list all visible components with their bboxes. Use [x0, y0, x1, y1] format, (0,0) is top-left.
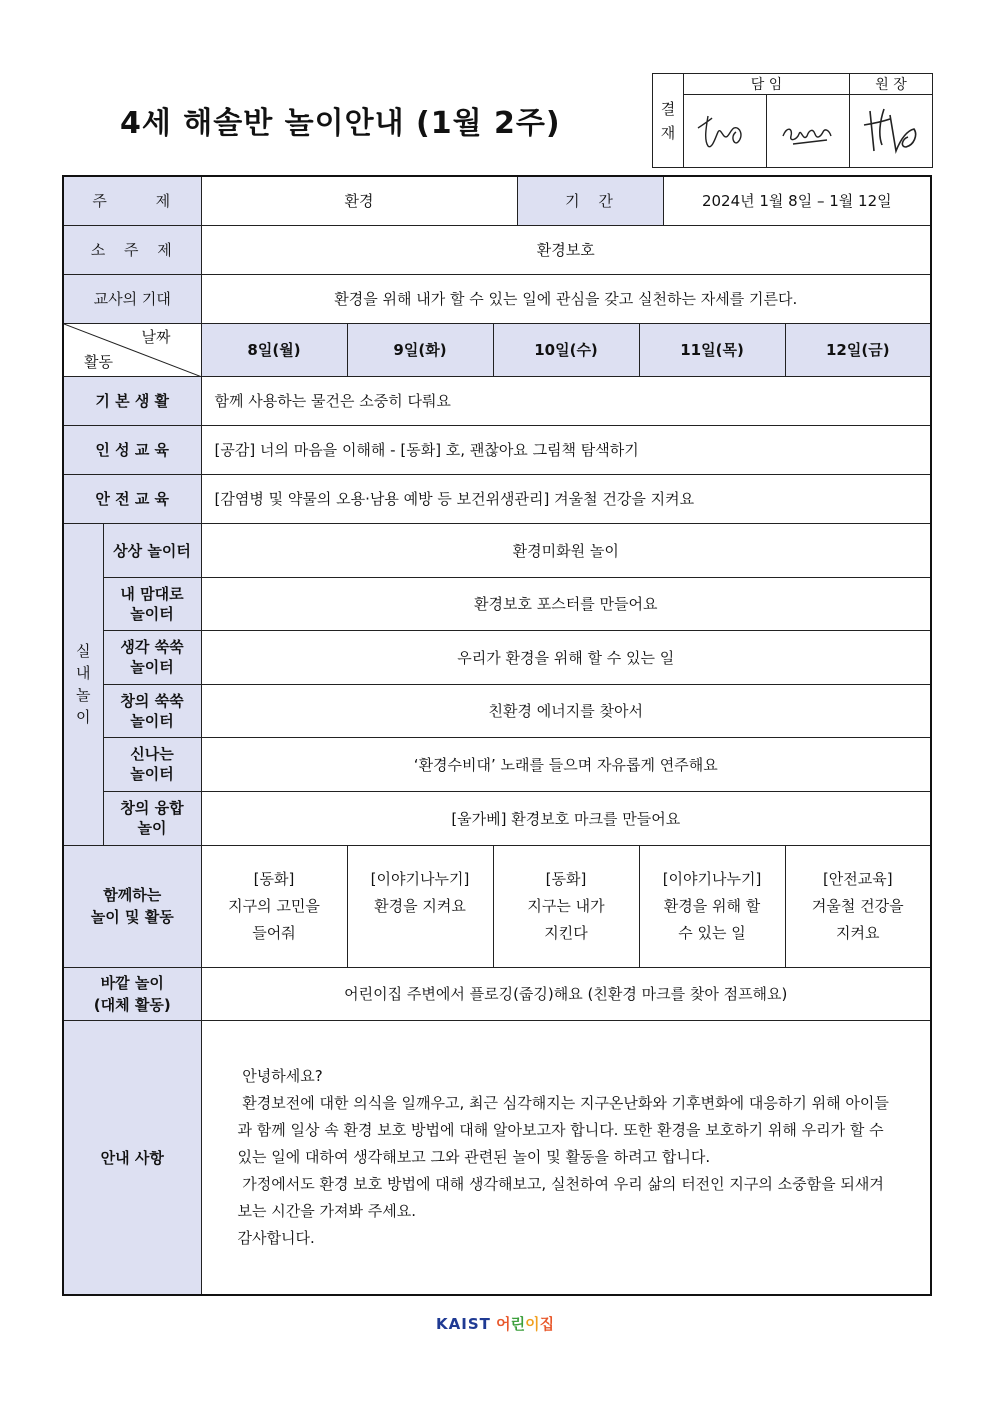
indoor-char-2: 내	[76, 664, 91, 682]
together-cell-4	[639, 845, 785, 967]
day-4: 11일(목)	[639, 323, 785, 376]
basic-life-label: 기 본 생 활	[63, 376, 201, 425]
indoor-row-label-4-b: 놀이터	[130, 711, 174, 730]
character-edu-label: 인 성 교 육	[63, 425, 201, 474]
day-3: 10일(수)	[493, 323, 639, 376]
approval-side-label	[653, 74, 684, 168]
notice-label: 안내 사항	[63, 1020, 201, 1295]
page-title: 4세 해솔반 놀이안내 (1월 2주)	[120, 106, 561, 141]
subtopic-value: 환경보호	[201, 225, 931, 274]
date-activity-header	[63, 323, 201, 376]
signature-1	[684, 95, 767, 168]
director-label: 원 장	[850, 74, 933, 95]
character-edu-value: [공감] 너의 마음을 이해해 - [동화] 호, 괜찮아요 그림책 탐색하기	[201, 425, 931, 474]
indoor-row-label-6-b: 놀이	[137, 819, 167, 837]
kaist-daycare-logo	[436, 1313, 554, 1334]
together-cell-2-b: 환경을 지켜요	[374, 896, 466, 915]
basic-life-value: 함께 사용하는 물건은 소중히 다뤄요	[201, 376, 931, 425]
notice-line-1: 안녕하세요?	[237, 1066, 323, 1085]
indoor-row-label-2-b: 놀이터	[130, 604, 174, 623]
notice-body	[201, 1020, 931, 1295]
indoor-char-4: 이	[76, 708, 91, 726]
together-cell-2-a: [이야기나누기]	[370, 869, 470, 888]
indoor-row-label-5-a: 신나는	[130, 745, 174, 763]
topic-label: 주 제	[63, 176, 201, 225]
expectation-value: 환경을 위해 내가 할 수 있는 일에 관심을 갖고 실천하는 자세를 기른다.	[201, 274, 931, 323]
together-cell-3-c: 지킨다	[544, 923, 588, 942]
together-cell-1	[201, 845, 347, 967]
outdoor-label	[63, 967, 201, 1020]
indoor-row-label-3-b: 놀이터	[130, 658, 174, 676]
together-cell-5-a: [안전교육]	[822, 869, 893, 888]
indoor-row-label-3-a: 생각 쑥쑥	[120, 638, 184, 656]
outdoor-value: 어린이집 주변에서 플로깅(줍깅)해요 (친환경 마크를 찾아 점프해요)	[201, 967, 931, 1020]
subtopic-label: 소 주 제	[63, 225, 201, 274]
together-cell-1-c: 들어줘	[252, 923, 296, 942]
safety-edu-label: 안 전 교 육	[63, 474, 201, 523]
indoor-row-label-3	[103, 630, 201, 684]
logo-char-1: 어	[496, 1315, 511, 1333]
together-cell-5	[785, 845, 931, 967]
together-cell-4-b: 환경을 위해 할	[663, 896, 761, 915]
expectation-label: 교사의 기대	[63, 274, 201, 323]
period-value: 2024년 1월 8일 – 1월 12일	[663, 176, 931, 225]
outdoor-label-a: 바깥 놀이	[100, 973, 164, 992]
indoor-row-label-6	[103, 791, 201, 845]
period-label: 기 간	[517, 176, 663, 225]
signature-3	[850, 95, 933, 168]
indoor-row-value-6: [울가베] 환경보호 마크를 만들어요	[201, 791, 931, 845]
indoor-char-3: 놀	[76, 686, 91, 704]
indoor-row-label-1-text: 상상 놀이터	[113, 541, 191, 560]
indoor-row-label-4	[103, 684, 201, 737]
together-label-a: 함께하는	[103, 886, 162, 904]
day-5: 12일(금)	[785, 323, 931, 376]
logo-char-2: 린	[510, 1315, 526, 1333]
approval-box	[652, 73, 933, 168]
together-cell-1-b: 지구의 고민을	[228, 896, 320, 915]
together-cell-3-b: 지구는 내가	[527, 896, 605, 915]
logo-char-3: 이	[525, 1315, 540, 1333]
together-cell-3-a: [동화]	[545, 869, 587, 888]
together-cell-2	[347, 845, 493, 967]
indoor-row-value-4: 친환경 에너지를 찾아서	[201, 684, 931, 737]
day-2: 9일(화)	[347, 323, 493, 376]
logo-kaist: KAIST	[436, 1315, 491, 1333]
outdoor-label-b: (대체 활동)	[93, 995, 171, 1014]
together-label-b: 놀이 및 활동	[90, 908, 174, 926]
together-cell-4-c: 수 있는 일	[678, 923, 746, 942]
approval-side-char-1: 결	[660, 99, 676, 118]
logo-char-4: 집	[539, 1315, 555, 1333]
date-label: 날짜	[141, 327, 171, 346]
together-cell-1-a: [동화]	[253, 869, 295, 888]
together-cell-4-a: [이야기나누기]	[662, 869, 762, 888]
approval-side-char-2: 재	[660, 123, 676, 142]
plan-table	[62, 175, 932, 1296]
topic-value: 환경	[201, 176, 517, 225]
day-1: 8일(월)	[201, 323, 347, 376]
notice-line-2: 환경보전에 대한 의식을 일깨우고, 최근 심각해지는 지구온난화와 기후변화에 대응하기 위해 아이들과 함께 일상 속 환경 보호 방법에 대해 알아보고자 합니다. 또한 환경을 보호하기 위해 우리가 할 수 있는 일에 대하여 생각해보고 그와 관련된 놀이 및 활동을 하려고 합니다.	[237, 1093, 889, 1166]
indoor-char-1: 실	[76, 642, 91, 660]
indoor-row-label-5-b: 놀이터	[130, 765, 174, 783]
indoor-row-label-4-a: 창의 쑥쑥	[120, 691, 184, 710]
notice-line-3: 가정에서도 환경 보호 방법에 대해 생각해보고, 실천하여 우리 삶의 터전인 지구의 소중함을 되새겨보는 시간을 가져봐 주세요.	[237, 1174, 884, 1220]
together-cell-3	[493, 845, 639, 967]
signature-2	[767, 95, 850, 168]
indoor-row-value-1: 환경미화원 놀이	[201, 523, 931, 577]
safety-edu-value: [감염병 및 약물의 오용·남용 예방 등 보건위생관리] 겨울철 건강을 지켜요	[201, 474, 931, 523]
indoor-row-value-5: ‘환경수비대’ 노래를 들으며 자유롭게 연주해요	[201, 737, 931, 791]
indoor-play-label	[63, 523, 103, 845]
activity-label: 활동	[84, 352, 113, 371]
indoor-row-label-2-a: 내 맘대로	[120, 584, 184, 603]
together-cell-5-b: 겨울철 건강을	[811, 896, 904, 915]
together-cell-5-c: 지켜요	[836, 923, 880, 942]
head-teacher-label: 담 임	[684, 74, 850, 95]
indoor-row-value-2: 환경보호 포스터를 만들어요	[201, 577, 931, 630]
together-label	[63, 845, 201, 967]
indoor-row-label-6-a: 창의 융합	[120, 799, 184, 817]
indoor-row-value-3: 우리가 환경을 위해 할 수 있는 일	[201, 630, 931, 684]
indoor-row-label-2	[103, 577, 201, 630]
indoor-row-label-1	[103, 523, 201, 577]
indoor-row-label-5	[103, 737, 201, 791]
notice-line-4: 감사합니다.	[237, 1228, 315, 1247]
